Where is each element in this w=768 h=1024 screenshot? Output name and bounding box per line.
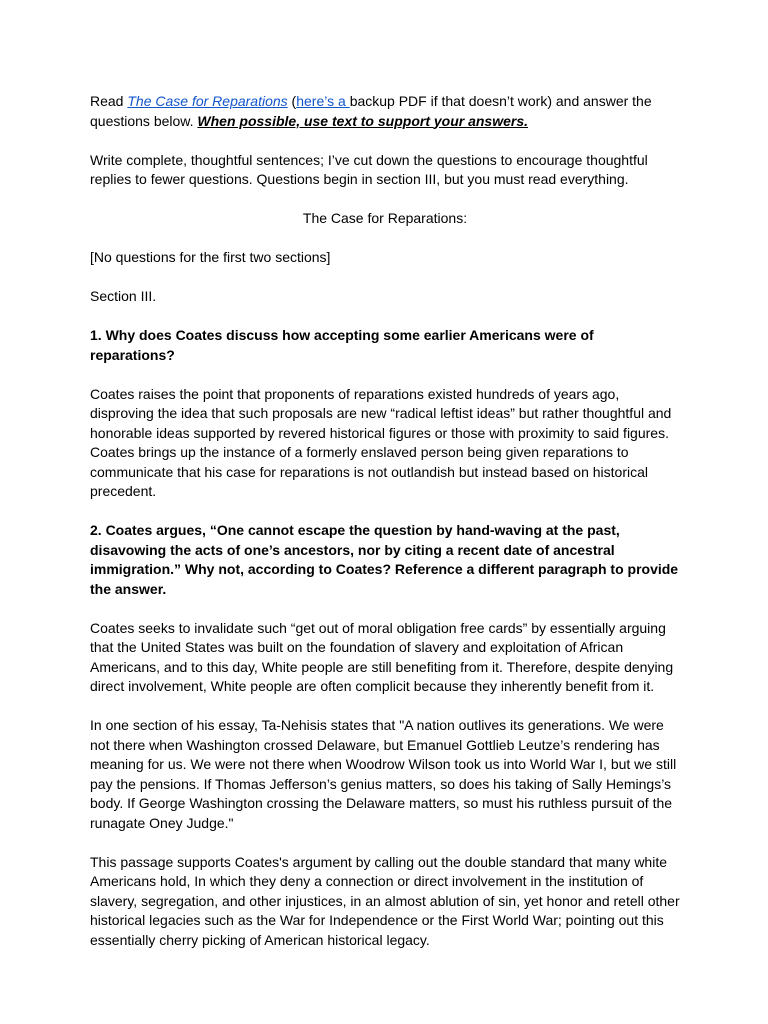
intro-paragraph [90,92,680,131]
question-1: 1. Why does Coates discuss how accepting some earlier Americans were of reparations? [90,327,594,363]
answer-2-paragraph-1: Coates seeks to invalidate such “get out of moral obligation free cards” by essentially arguing that the United States was built on the foundation of slavery and exploitation of African Americans, and to this day, White people are still benefiting from it. Therefore, despite denying direct involvement, White people are often complicit because they inherently benefit from it. [90,619,674,694]
backup-pdf-link[interactable]: here’s a [296,93,350,109]
answer-1: Coates raises the point that proponents of reparations existed hundreds of years ago, disproving the idea that such proposals are new “radical leftist ideas” but rather thoughtful and honorable ideas supported by revered historical figures or those with proximity to said figures. Coates brings up the instance of a formerly enslaved person being given reparations to communicate that his case for reparations is not outlandish but instead based on historical precedent. [90,385,672,499]
no-questions-note: [No questions for the first two sections] [90,249,331,265]
intro-paren: ( [287,93,297,109]
intro-after-link: backup PDF if that doesn’t work) and answer the questions below. [90,93,652,129]
answer-2-paragraph-3: This passage supports Coates's argument by calling out the double standard that many white Americans hold, In which they deny a connection or direct involvement in the institution of slavery, segregation, and other injustices, in an almost ablution of sin, yet honor and retell other historical legacies such as the War for Independence or the First World War; pointing out this essentially cherry picking of American historical legacy. [90,853,680,948]
question-2: 2. Coates argues, “One cannot escape the question by hand-waving at the past, disavowing the acts of one’s ancestors, nor by citing a recent date of ancestral immigration.” Why not, according to Coates? Reference a different paragraph to provide the answer. [90,522,679,597]
document-title: The Case for Reparations: [302,210,468,226]
answer-2-paragraph-2: In one section of his essay, Ta-Nehisis states that "A nation outlives its generations. We were not there when Washington crossed Delaware, but Emanuel Gottlieb Leutze’s rendering has meaning for us. We were not there when Woodrow Wilson took us into World War I, but we still pay the pensions. If Thomas Jefferson’s genius matters, so does his taking of Sally Hemings’s body. If George Washington crossing the Delaware matters, so must his ruthless pursuit of the runagate Oney Judge." [90,717,677,831]
intro-emphasis: When possible, use text to support your answers. [197,112,529,129]
section-label: Section III. [90,288,157,304]
instructions-paragraph: Write complete, thoughtful sentences; I’ve cut down the questions to encourage thoughtful replies to fewer questions. Questions begin in section III, but you must read everything. [90,151,648,187]
case-for-reparations-link[interactable]: The Case for Reparations [127,93,288,109]
intro-read: Read [90,93,128,109]
document-body [90,92,680,970]
